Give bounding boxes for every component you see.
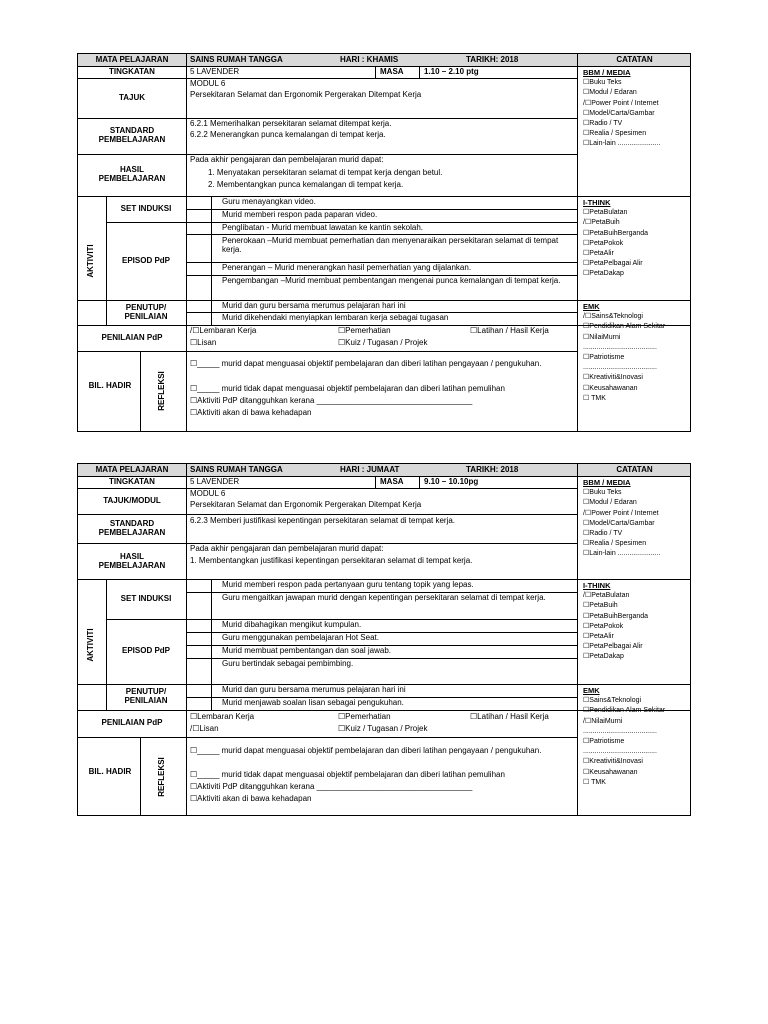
- penutup-1: Murid dan guru bersama merumus pelajaran hari ini: [222, 301, 406, 310]
- masa-value: 9.10 – 10.10pg: [424, 477, 479, 486]
- episod-1: Penglibatan - Murid membuat lawatan ke kantin sekolah.: [222, 223, 423, 232]
- episod-2: Penerokaan –Murid membuat pemerhatian dan menyenaraikan persekitaran selamat di tempat kerja.: [222, 236, 559, 254]
- bil-hadir-label: BIL. HADIR: [88, 380, 132, 390]
- penilaian-lembaran[interactable]: ☐Lembaran Kerja: [190, 712, 255, 721]
- mata-pelajaran-label: MATA PELAJARAN: [95, 55, 169, 64]
- ithink-item[interactable]: ☐PetaPelbagai Alir: [583, 260, 643, 268]
- ithink-item[interactable]: /☐PetaBulatan: [583, 592, 630, 600]
- hp-item-1: 1. Membentangkan justifikasi kepentingan persekitaran selamat di tempat kerja.: [190, 556, 473, 565]
- sp-label: STANDARD PEMBELAJARAN: [98, 519, 166, 537]
- episod-4: Pengembangan –Murid membuat pembentangan mengenai punca kemalangan di tempat kerja.: [222, 276, 561, 285]
- emk-item[interactable]: ☐Kreativiti&Inovasi: [583, 758, 643, 766]
- tingkatan-value: 5 LAVENDER: [190, 477, 240, 486]
- ithink-panel: [583, 581, 693, 663]
- ithink-item[interactable]: ☐PetaAlir: [583, 633, 614, 641]
- tajuk-line-2: Persekitaran Selamat dan Ergonomik Pergerakan Ditempat Kerja: [190, 500, 422, 509]
- emk-dots: ......................................: [583, 748, 657, 756]
- penilaian-lisan[interactable]: ☐Lisan: [190, 338, 217, 347]
- ithink-item[interactable]: ☐PetaDakap: [583, 653, 624, 661]
- emk-title: EMK: [583, 302, 600, 311]
- hp-intro: Pada akhir pengajaran dan pembelajaran murid dapat:: [190, 544, 384, 553]
- bbm-item[interactable]: ☐Buku Teks: [583, 79, 622, 87]
- bbm-item[interactable]: ☐Lain-lain ......................: [583, 140, 661, 148]
- emk-item[interactable]: ☐Keusahawanan: [583, 768, 638, 776]
- bbm-panel: [583, 478, 693, 560]
- ithink-panel: [583, 198, 693, 280]
- penilaian-pemerhatian[interactable]: ☐Pemerhatian: [338, 326, 391, 335]
- emk-dots: ......................................: [583, 343, 657, 351]
- hp-item-1: 1. Menyatakan persekitaran selamat di tempat kerja dengan betul.: [208, 168, 443, 177]
- bbm-title: BBM / MEDIA: [583, 478, 631, 487]
- refleksi-1[interactable]: ☐_____ murid dapat menguasai objektif pembelajaran dan diberi latihan pengayaan / pengukuhan.: [190, 746, 542, 755]
- emk-item[interactable]: ☐ TMK: [583, 394, 606, 402]
- ithink-title: I-THINK: [583, 581, 611, 590]
- refleksi-label: REFLEKSI: [157, 757, 166, 797]
- bbm-item[interactable]: ☐Model/Carta/Gambar: [583, 519, 655, 527]
- penilaian-label: PENILAIAN PdP: [101, 332, 163, 342]
- emk-dots: ......................................: [583, 364, 657, 372]
- emk-item[interactable]: ☐ TMK: [583, 778, 606, 786]
- penutup-1: Murid dan guru bersama merumus pelajaran hari ini: [222, 685, 406, 694]
- bbm-item[interactable]: /☐Power Point / Internet: [583, 99, 659, 107]
- refleksi-3[interactable]: ☐Aktiviti PdP ditangguhkan kerana ___________________________________: [190, 782, 473, 791]
- bbm-item[interactable]: /☐Power Point / Internet: [583, 509, 659, 517]
- lesson-plan-jumaat: [77, 463, 691, 816]
- aktiviti-label: AKTIVITI: [86, 244, 95, 278]
- hp-label: HASIL PEMBELAJARAN: [98, 165, 166, 183]
- penilaian-label: PENILAIAN PdP: [101, 718, 163, 728]
- set-induksi-2: Guru mengaitkan jawapan murid dengan kepentingan persekitaran selamat di tempat kerja.: [222, 593, 546, 602]
- emk-item[interactable]: ☐Pendidikan Alam Sekitar: [583, 323, 666, 331]
- masa-label: MASA: [380, 67, 404, 76]
- emk-panel: [583, 686, 693, 788]
- ithink-item[interactable]: ☐PetaPelbagai Alir: [583, 643, 643, 651]
- tarikh: TARIKH: 2018: [466, 465, 519, 474]
- ithink-item[interactable]: ☐PetaPokok: [583, 239, 624, 247]
- bbm-item[interactable]: ☐Buku Teks: [583, 489, 622, 497]
- tajuk-label: TAJUK: [118, 92, 146, 102]
- catatan-label: CATATAN: [616, 465, 653, 474]
- tajuk-label: TAJUK/MODUL: [103, 495, 161, 505]
- emk-item[interactable]: /☐NilaiMurni: [583, 717, 623, 725]
- tajuk-line-1: MODUL 6: [190, 489, 226, 498]
- bbm-title: BBM / MEDIA: [583, 68, 631, 77]
- penilaian-pemerhatian[interactable]: ☐Pemerhatian: [338, 712, 391, 721]
- hp-item-2: 2. Membentangkan punca kemalangan di tempat kerja.: [208, 180, 404, 189]
- emk-item[interactable]: ☐Patriotisme: [583, 738, 625, 746]
- emk-item[interactable]: /☐Sains&Teknologi: [583, 313, 643, 321]
- emk-dots: ......................................: [583, 727, 657, 735]
- penilaian-kuiz[interactable]: ☐Kuiz / Tugasan / Projek: [338, 338, 428, 347]
- catatan-label: CATATAN: [616, 55, 653, 64]
- penilaian-latihan[interactable]: ☐Latihan / Hasil Kerja: [470, 712, 549, 721]
- ithink-item[interactable]: ☐PetaPokok: [583, 622, 624, 630]
- ithink-item[interactable]: ☐PetaBulatan: [583, 209, 628, 217]
- emk-item[interactable]: ☐NilaiMurni: [583, 333, 621, 341]
- ithink-item[interactable]: ☐PetaAlir: [583, 250, 614, 258]
- hp-intro: Pada akhir pengajaran dan pembelajaran murid dapat:: [190, 155, 384, 164]
- refleksi-3[interactable]: ☐Aktiviti PdP ditangguhkan kerana ___________________________________: [190, 396, 473, 405]
- set-induksi-label: SET INDUKSI: [120, 203, 172, 213]
- refleksi-4[interactable]: ☐Aktiviti akan di bawa kehadapan: [190, 794, 312, 803]
- emk-item[interactable]: ☐Sains&Teknologi: [583, 697, 642, 705]
- penilaian-latihan[interactable]: ☐Latihan / Hasil Kerja: [470, 326, 549, 335]
- lesson-plan-khamis: [77, 53, 691, 432]
- sp-item-2: 6.2.2 Menerangkan punca kemalangan di tempat kerja.: [190, 130, 386, 139]
- ithink-item[interactable]: ☐PetaBuihBerganda: [583, 612, 649, 620]
- ithink-item[interactable]: /☐PetaBuih: [583, 219, 620, 227]
- penutup-label: PENUTUP/ PENILAIAN: [124, 302, 168, 321]
- sp-label: STANDARD PEMBELAJARAN: [98, 126, 166, 144]
- episod-1: Murid dibahagikan mengikut kumpulan.: [222, 620, 362, 629]
- bbm-panel: [583, 68, 693, 150]
- ithink-title: I-THINK: [583, 198, 611, 207]
- episod-label: EPISOD PdP: [121, 255, 170, 265]
- bbm-item[interactable]: ☐Radio / TV: [583, 530, 623, 538]
- bbm-item[interactable]: ☐Modul / Edaran: [583, 89, 637, 97]
- episod-2: Guru menggunakan pembelajaran Hot Seat.: [222, 633, 379, 642]
- ithink-item[interactable]: ☐PetaBuihBerganda: [583, 229, 649, 237]
- sp-item-1: 6.2.1 Memerihalkan persekitaran selamat ditempat kerja.: [190, 119, 392, 128]
- tajuk-line-1: MODUL 6: [190, 79, 226, 88]
- subject-name: SAINS RUMAH TANGGA: [190, 465, 283, 474]
- penilaian-lembaran[interactable]: /☐Lembaran Kerja: [190, 326, 257, 335]
- refleksi-4[interactable]: ☐Aktiviti akan di bawa kehadapan: [190, 408, 312, 417]
- aktiviti-label: AKTIVITI: [86, 628, 95, 662]
- ithink-item[interactable]: ☐PetaDakap: [583, 270, 624, 278]
- tingkatan-value: 5 LAVENDER: [190, 67, 240, 76]
- masa-value: 1.10 – 2.10 ptg: [424, 67, 479, 76]
- tarikh: TARIKH: 2018: [466, 55, 519, 64]
- refleksi-1[interactable]: ☐_____ murid dapat menguasai objektif pembelajaran dan diberi latihan pengayaan / pengukuhan.: [190, 359, 542, 368]
- penilaian-kuiz[interactable]: ☐Kuiz / Tugasan / Projek: [338, 724, 428, 733]
- episod-4: Guru bertindak sebagai pembimbing.: [222, 659, 354, 668]
- tajuk-line-2: Persekitaran Selamat dan Ergonomik Pergerakan Ditempat Kerja: [190, 90, 422, 99]
- masa-label: MASA: [380, 477, 404, 486]
- emk-title: EMK: [583, 686, 600, 695]
- bbm-item[interactable]: ☐Lain-lain ......................: [583, 550, 661, 558]
- emk-item[interactable]: ☐Pendidikan Alam Sekitar: [583, 707, 666, 715]
- tingkatan-label: TINGKATAN: [109, 67, 155, 76]
- mata-pelajaran-label: MATA PELAJARAN: [95, 465, 169, 474]
- emk-item[interactable]: ☐Kreativiti&Inovasi: [583, 374, 643, 382]
- emk-item[interactable]: ☐Patriotisme: [583, 354, 625, 362]
- episod-label: EPISOD PdP: [121, 646, 170, 656]
- ithink-item[interactable]: ☐PetaBuih: [583, 602, 618, 610]
- hari: HARI : KHAMIS: [340, 55, 399, 64]
- emk-panel: [583, 302, 693, 404]
- bbm-item[interactable]: ☐Radio / TV: [583, 120, 623, 128]
- set-induksi-1: Guru menayangkan video.: [222, 197, 316, 206]
- penilaian-lisan[interactable]: /☐Lisan: [190, 724, 219, 733]
- episod-3: Murid membuat pembentangan dan soal jawab.: [222, 646, 391, 655]
- emk-item[interactable]: ☐Keusahawanan: [583, 384, 638, 392]
- bbm-item[interactable]: ☐Realia / Spesimen: [583, 540, 647, 548]
- bbm-item[interactable]: ☐Realia / Spesimen: [583, 130, 647, 138]
- subject-name: SAINS RUMAH TANGGA: [190, 55, 283, 64]
- hp-label: HASIL PEMBELAJARAN: [98, 552, 166, 570]
- set-induksi-1: Murid memberi respon pada pertanyaan guru tentang topik yang lepas.: [222, 580, 474, 589]
- bbm-item[interactable]: ☐Modul / Edaran: [583, 499, 637, 507]
- bbm-item[interactable]: ☐Model/Carta/Gambar: [583, 109, 655, 117]
- refleksi-2[interactable]: ☐_____ murid tidak dapat menguasai objektif pembelajaran dan diberi latihan pemulihan: [190, 384, 505, 393]
- set-induksi-2: Murid memberi respon pada paparan video.: [222, 210, 378, 219]
- bil-hadir-label: BIL. HADIR: [88, 766, 132, 776]
- hari: HARI : JUMAAT: [340, 465, 400, 474]
- penutup-2: Murid menjawab soalan lisan sebagai pengukuhan.: [222, 698, 404, 707]
- episod-3: Penerangan – Murid menerangkan hasil pemerhatian yang dijalankan.: [222, 263, 472, 272]
- set-induksi-label: SET INDUKSI: [120, 593, 172, 603]
- refleksi-2[interactable]: ☐_____ murid tidak dapat menguasai objektif pembelajaran dan diberi latihan pemulihan: [190, 770, 505, 779]
- penutup-label: PENUTUP/ PENILAIAN: [124, 687, 168, 705]
- penutup-2: Murid dikehendaki menyiapkan lembaran kerja sebagai tugasan: [222, 313, 449, 322]
- sp-item-1: 6.2.3 Memberi justifikasi kepentingan persekitaran selamat di tempat kerja.: [190, 516, 456, 525]
- tingkatan-label: TINGKATAN: [109, 477, 155, 486]
- refleksi-label: REFLEKSI: [157, 371, 166, 411]
